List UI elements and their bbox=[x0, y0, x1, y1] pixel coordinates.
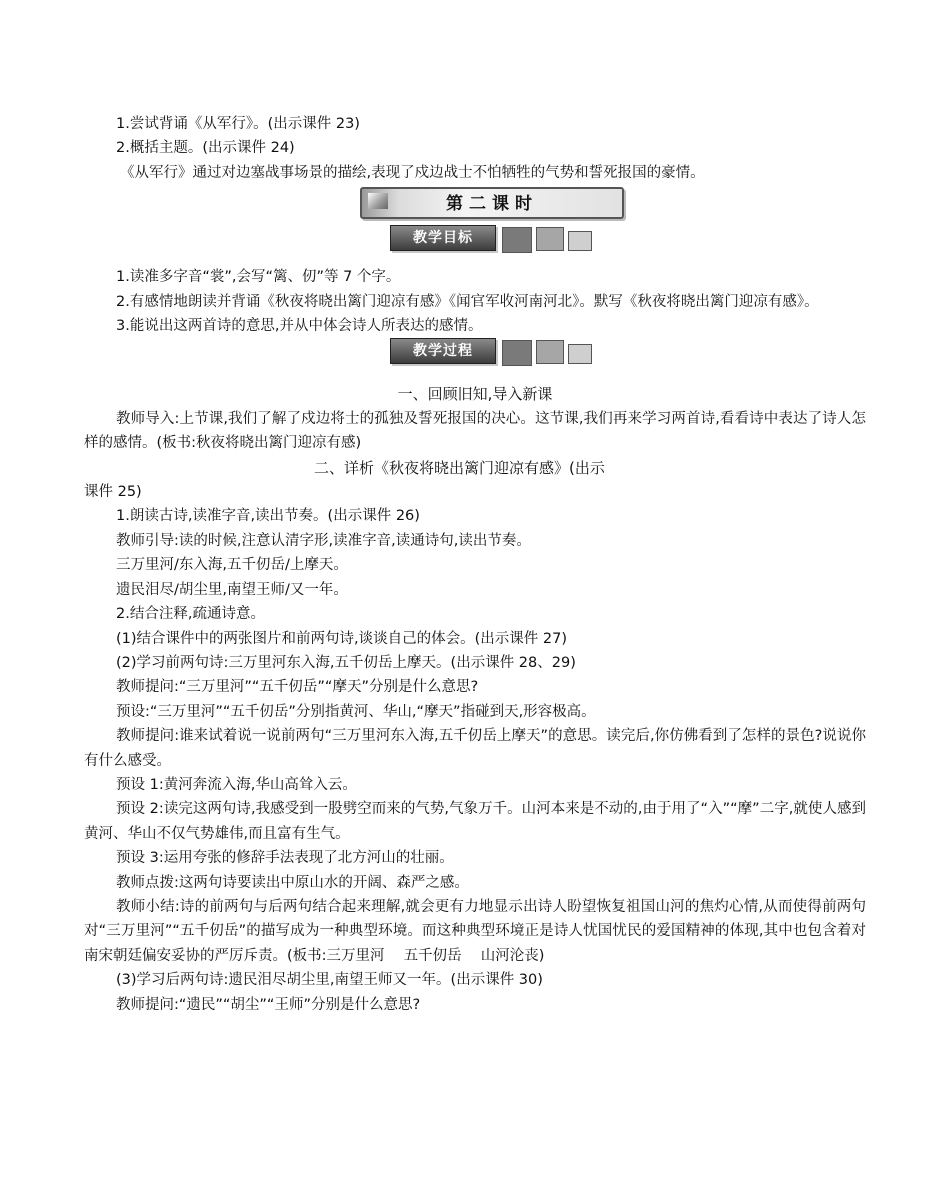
text-line: 1.朗读古诗,读准字音,读出节奏。(出示课件 26) bbox=[116, 508, 420, 525]
poem-line: 三万里河/东入海,五千仞岳/上摩天。 bbox=[116, 557, 348, 574]
poem-line: 遗民泪尽/胡尘里,南望王师/又一年。 bbox=[116, 581, 348, 598]
paragraph: 教师导入:上节课,我们了解了戍边将士的孤独及誓死报国的决心。这节课,我们再来学习两首诗,看看诗中表达了诗人怎样的感情。(板书:秋夜将晓出篱门迎凉有感) bbox=[84, 410, 866, 452]
text-line: 2.概括主题。(出示课件 24) bbox=[116, 140, 295, 157]
paragraph: 教师小结:诗的前两句与后两句结合起来理解,就会更有力地显示出诗人盼望恢复祖国山河的焦灼心情,从而使得前两句对“三万里河”“五千仞岳”的描写成为一种典型环境。而这种典型环境正是诗人忧国忧民的爱国精神的体现,其中也包含着对南宋朝廷偏安妥协的严厉斥责。(板书:三万里河 五千仞岳 山河沦丧) bbox=[84, 898, 866, 964]
square-decoration-icon bbox=[536, 340, 564, 364]
section-title-continued: 课件 25) bbox=[84, 484, 142, 501]
section-title: 一、回顾旧知,导入新课 bbox=[397, 385, 553, 404]
theme-summary: 《从军行》通过对边塞战事场景的描绘,表现了戍边战士不怕牺牲的气势和誓死报国的豪情。 bbox=[120, 164, 705, 181]
goal-item: 3.能说出这两首诗的意思,并从中体会诗人所表达的感情。 bbox=[116, 318, 483, 335]
text-line: (3)学习后两句诗:遗民泪尽胡尘里,南望王师又一年。(出示课件 30) bbox=[116, 972, 543, 989]
banner-box bbox=[360, 187, 624, 219]
paragraph: 预设 2:读完这两句诗,我感受到一股劈空而来的气势,气象万千。山河本来是不动的,由于用了“入”“摩”二字,就使人感到黄河、华山不仅气势雄伟,而且富有生气。 bbox=[84, 801, 866, 842]
square-decoration-icon bbox=[536, 227, 564, 251]
goals-tag: 教学目标 bbox=[390, 225, 496, 251]
goals-heading bbox=[84, 225, 866, 255]
square-decoration-icon bbox=[502, 227, 532, 253]
process-tag: 教学过程 bbox=[390, 338, 496, 364]
process-heading bbox=[84, 338, 866, 368]
text-line: 教师点拨:这两句诗要读出中原山水的开阔、森严之感。 bbox=[116, 874, 469, 891]
text-line: 预设 1:黄河奔流入海,华山高耸入云。 bbox=[116, 776, 357, 793]
lesson-banner bbox=[84, 185, 866, 221]
banner-title: 第二课时 bbox=[446, 194, 538, 215]
text-line: (1)结合课件中的两张图片和前两句诗,谈谈自己的体会。(出示课件 27) bbox=[116, 630, 568, 647]
text-line: 教师提问:“遗民”“胡尘”“王师”分别是什么意思? bbox=[116, 996, 421, 1013]
square-decoration-icon bbox=[502, 340, 532, 366]
goal-item: 1.读准多字音“裳”,会写“篱、仞”等 7 个字。 bbox=[116, 269, 401, 286]
document-page bbox=[84, 112, 866, 1017]
text-line: 2.结合注释,疏通诗意。 bbox=[116, 606, 265, 623]
text-line: 预设:“三万里河”“五千仞岳”分别指黄河、华山,“摩天”指碰到天,形容极高。 bbox=[116, 703, 596, 720]
text-line: 教师引导:读的时候,注意认清字形,读准字音,读通诗句,读出节奏。 bbox=[116, 532, 531, 549]
section-title: 二、详析《秋夜将晓出篱门迎凉有感》(出示 bbox=[314, 458, 605, 477]
text-line: 预设 3:运用夸张的修辞手法表现了北方河山的壮丽。 bbox=[116, 850, 454, 867]
square-decoration-icon bbox=[568, 344, 592, 364]
text-line: 1.尝试背诵《从军行》。(出示课件 23) bbox=[116, 116, 360, 132]
text-line: (2)学习前两句诗:三万里河东入海,五千仞岳上摩天。(出示课件 28、29) bbox=[116, 654, 576, 671]
goal-item: 2.有感情地朗读并背诵《秋夜将晓出篱门迎凉有感》《闻官军收河南河北》。默写《秋夜将晓出篱门迎凉有感》。 bbox=[116, 293, 819, 310]
text-line: 教师提问:“三万里河”“五千仞岳”“摩天”分别是什么意思? bbox=[116, 679, 479, 696]
paragraph: 教师提问:谁来试着说一说前两句“三万里河东入海,五千仞岳上摩天”的意思。读完后,你仿佛看到了怎样的景色?说说你有什么感受。 bbox=[84, 728, 866, 769]
square-decoration-icon bbox=[568, 231, 592, 251]
